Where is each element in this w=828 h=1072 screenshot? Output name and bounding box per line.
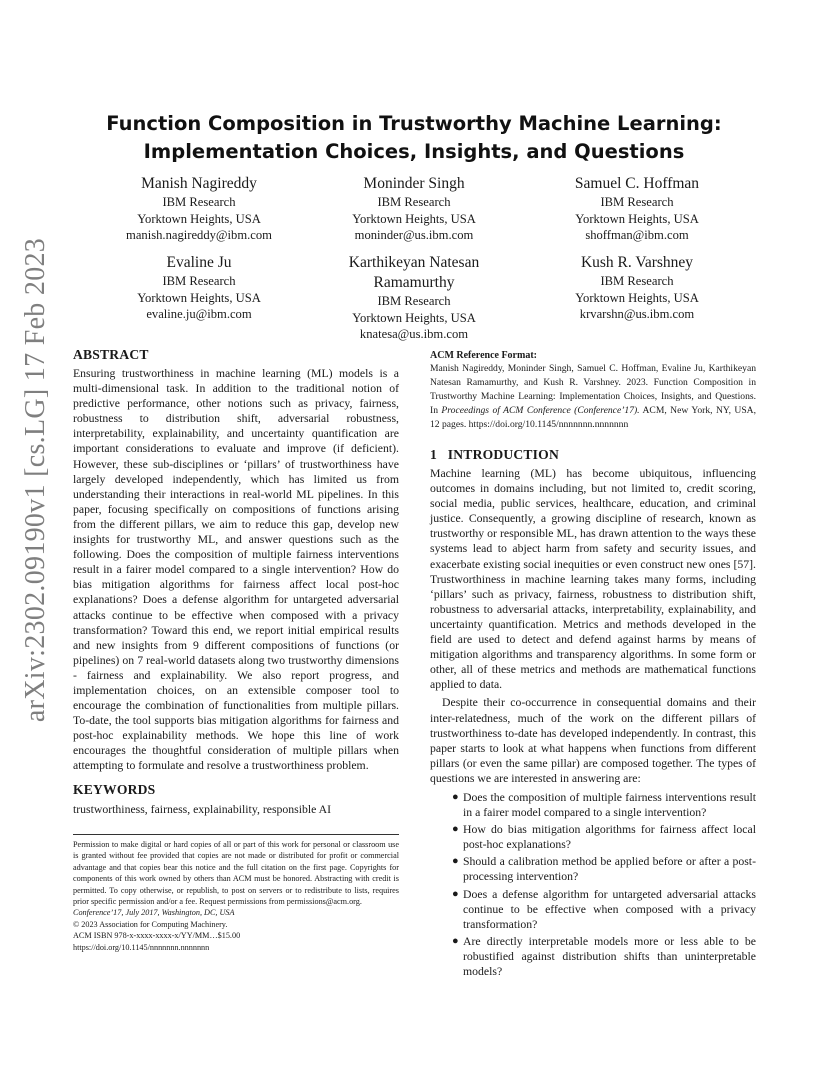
arxiv-id: arXiv:2302.09190v1 [cs.LG] 17 Feb 2023 [20,237,51,723]
intro-heading: 1 INTRODUCTION [430,447,559,462]
list-item: ● How do bias mitigation algorithms for fairness affect local post-hoc explanations? [452,823,756,852]
acm-ref-text: Manish Nagireddy, Moninder Singh, Samuel C. Hoffman, Evaline Ju, Karthikeyan Natesan Ramamurthy, and Kush R. Varshney. 2023. Function Composition in Trustworthy Machine Learning: Implementation Choices, Insights, and Questions. In Proceedings of ACM Conference (Conference’17). ACM, New York, NY, USA, 12 pages. https://doi.org/10.1145/nnnnnnn.nnnnnnn [430,363,756,430]
author-affiliation: IBM Research [600,274,674,288]
abstract-section [73,347,399,774]
author-name: Kush R. Varshney [580,254,694,271]
author-location: Yorktown Heights, USA [137,211,261,226]
keywords-text: trustworthiness, fairness, explainability, responsible AI [73,803,332,816]
intro-paragraph-1: Machine learning (ML) has become ubiquitous, influencing outcomes in domains including, but not limited to, credit scoring, social media, public services, healthcare, education, and criminal justice. Consequently, a growing discipline of research, known as trustworthy or responsible ML, has drawn attention to the ways these systems lead to abject harm from safety and security issues, and exacerbate existing social inequities or even construct new ones [57]. Trustworthiness in machine learning takes many forms, including ‘pillars’ such as privacy, fairness, robustness to distribution shift, robustness to adversarial attacks, interpretability, explainability, and uncertainty quantification. Metrics and methods developed in the field are used to detect and defend against harms by means of mitigation algorithms and transparency algorithms. In some form or other, all of these metrics and methods are mathematical functions applied to data. [430,467,756,692]
isbn-line: ACM ISBN 978-x-xxxx-xxxx-x/YY/MM…$15.00 [73,931,241,941]
bullet-icon: ● [452,790,459,803]
author-email[interactable]: shoffman@ibm.com [585,228,689,242]
footnote-rule [73,834,399,835]
author-location: Yorktown Heights, USA [352,211,476,226]
author-name-cont: Ramamurthy [373,274,455,291]
author-affiliation: IBM Research [377,195,451,209]
author-email[interactable]: evaline.ju@ibm.com [146,307,252,321]
author-location: Yorktown Heights, USA [137,290,261,305]
conference-line: Conference’17, July 2017, Washington, DC, USA [73,908,235,918]
bullet-icon: ● [452,887,459,900]
author-block [314,253,514,343]
author-location: Yorktown Heights, USA [575,211,699,226]
author-name: Moninder Singh [363,175,465,192]
abstract-heading: ABSTRACT [73,347,149,362]
author-email[interactable]: knatesa@us.ibm.com [359,327,469,341]
permission-block [73,834,399,953]
list-item: ● Should a calibration method be applied before or after a post-processing intervention? [452,855,756,884]
author-name: Manish Nagireddy [141,175,257,192]
list-item: ● Are directly interpretable models more or less able to be robustified against distribution shifts than uninterpretable models? [452,934,756,978]
keywords-section [73,782,399,817]
author-email[interactable]: krvarshn@us.ibm.com [579,307,695,321]
author-email[interactable]: manish.nagireddy@ibm.com [126,228,272,242]
author-affiliation: IBM Research [377,294,451,308]
author-location: Yorktown Heights, USA [575,290,699,305]
author-name: Karthikeyan Natesan [348,254,480,271]
author-block [537,174,737,244]
author-location: Yorktown Heights, USA [352,310,476,325]
bullet-icon: ● [452,823,459,836]
author-email[interactable]: moninder@us.ibm.com [354,228,474,242]
author-name: Evaline Ju [166,254,232,271]
bullet-icon: ● [452,934,459,947]
list-item: ● Does a defense algorithm for untargeted adversarial attacks continue to be effective when composed with a privacy transformation? [452,887,756,931]
author-block [99,174,299,244]
acm-reference-section [430,350,756,432]
paper-title [80,110,748,166]
question-list [430,790,756,979]
acm-ref-heading: ACM Reference Format: [430,350,537,361]
permission-text: Permission to make digital or hard copies of all or part of this work for personal or classroom use is granted without fee provided that copies are not made or distributed for profit or commercial advantage and that copies bear this notice and the full citation on the first page. Copyrights for components of this work owned by others than ACM must be honored. Abstracting with credit is permitted. To copy otherwise, or republish, to post on servers or to redistribute to lists, requires prior specific permission and/or a fee. Request permissions from permissions@acm.org. [73,840,399,907]
copyright-line: © 2023 Association for Computing Machinery. [73,919,228,929]
keywords-heading: KEYWORDS [73,782,156,797]
author-affiliation: IBM Research [162,195,236,209]
list-item: ● Does the composition of multiple fairness interventions result in a fairer model compared to a single intervention? [452,790,756,820]
author-block [99,253,299,323]
author-block [314,174,514,244]
introduction-section [430,447,756,981]
abstract-text: Ensuring trustworthiness in machine learning (ML) models is a multi-dimensional task. In addition to the traditional notion of predictive performance, other notions such as privacy, fairness, robustness to distribution shift, adversarial robustness, interpretability, explainability, and uncertainty quantification are important considerations to evaluate and improve (if deficient). However, these sub-disciplines or ‘pillars’ of trustworthiness have largely developed independently, which has limited us from understanding their interactions in real-world ML pipelines. In this paper, focusing specifically on compositions of functions arising from the different pillars, we aim to reduce this gap, develop new insights for trustworthy ML, and answer questions such as the following. Does the composition of multiple fairness interventions result in a fairer model compared to a single intervention? How do bias mitigation algorithms for fairness affect local post-hoc explanations? Does a defense algorithm for untargeted adversarial attacks continue to be effective when composed with a privacy transformation? Toward this end, we report initial empirical results and new insights from 9 different compositions of functions (or pipelines) on 7 real-world datasets along two trustworthy dimensions - fairness and explainability. We also report progress, and implementation choices, on an extensible composer tool to encourage the combination of functionalities from multiple pillars. To-date, the tool supports bias mitigation algorithms for fairness and post-hoc explainability methods. We hope this line of work encourages the thoughtful consideration of multiple pillars when attempting to formulate and resolve a trustworthiness problem. [73,367,399,773]
title-line-1: Function Composition in Trustworthy Machine Learning: [106,112,722,135]
author-affiliation: IBM Research [600,195,674,209]
title-line-2: Implementation Choices, Insights, and Questions [143,140,685,163]
doi-link[interactable]: https://doi.org/10.1145/nnnnnnn.nnnnnnn [73,942,210,952]
author-block [537,253,737,323]
intro-paragraph-2: Despite their co-occurrence in consequential domains and their inter-relatedness, much of the work on the different pillars of trustworthiness to-date has developed independently. In contrast, this paper starts to look at what happens when functions from different pillars (or even the same pillar) are composed together. The types of questions we are interested in answering are: [430,696,756,785]
author-affiliation: IBM Research [162,274,236,288]
author-name: Samuel C. Hoffman [574,175,700,192]
bullet-icon: ● [452,855,459,868]
